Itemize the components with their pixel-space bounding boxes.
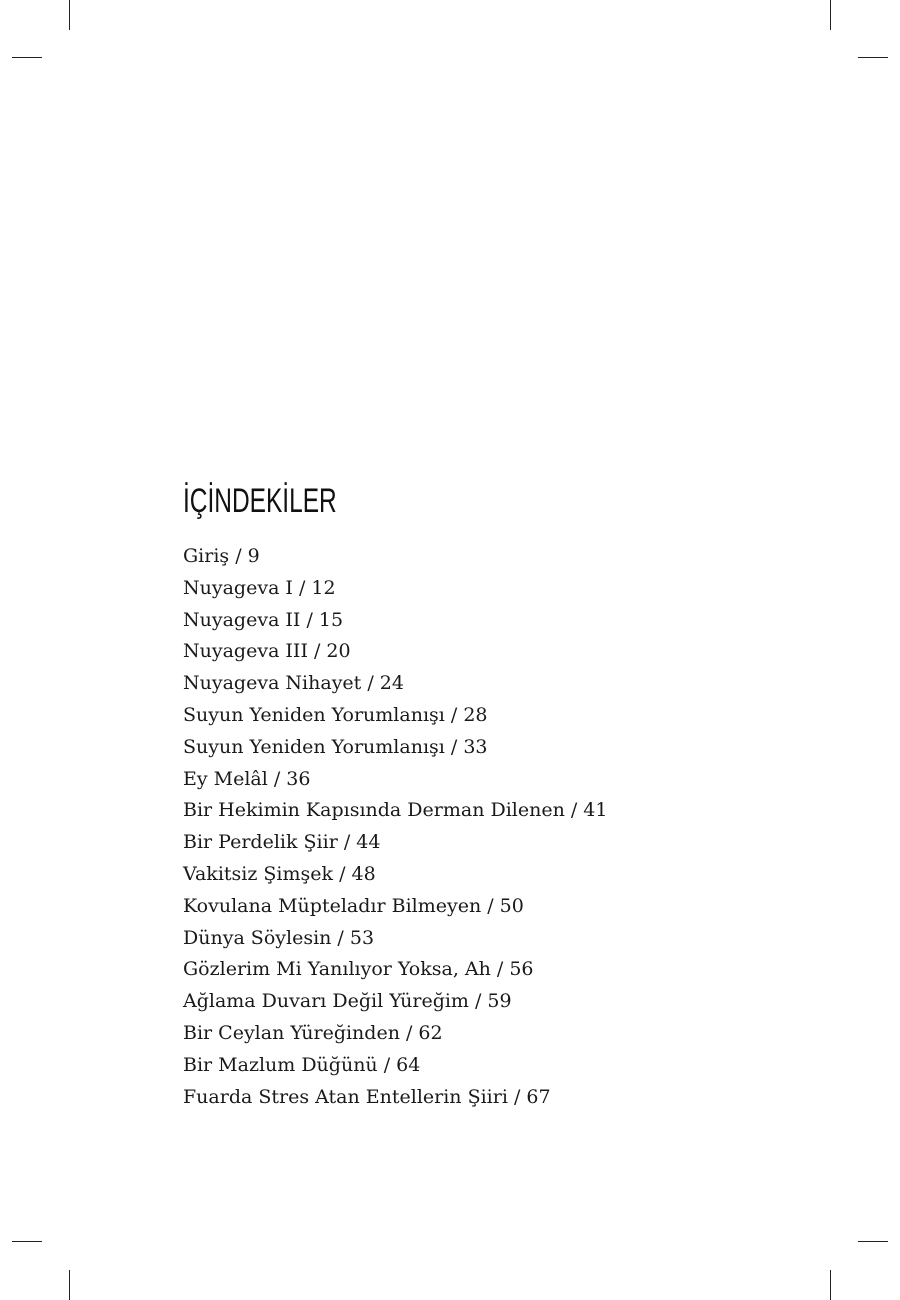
toc-entry: Bir Mazlum Düğünü / 64	[183, 1053, 421, 1076]
toc-entry: Nuyageva II / 15	[183, 608, 344, 631]
toc-entry: Gözlerim Mi Yanılıyor Yoksa, Ah / 56	[183, 958, 534, 981]
toc-entry: Vakitsiz Şimşek / 48	[183, 862, 376, 885]
toc-entry: Kovulana Müpteladır Bilmeyen / 50	[183, 894, 524, 917]
toc-entry: Bir Ceylan Yüreğinden / 62	[183, 1021, 443, 1044]
crop-mark-top-left-vertical	[69, 0, 70, 30]
crop-mark-bottom-left-horizontal	[12, 1241, 42, 1242]
toc-list	[183, 541, 783, 1113]
crop-mark-top-right-horizontal	[858, 57, 888, 58]
crop-mark-bottom-left-vertical	[69, 1270, 70, 1300]
toc-entry: Ey Melâl / 36	[183, 767, 311, 790]
toc-entry: Fuarda Stres Atan Entellerin Şiiri / 67	[183, 1085, 551, 1108]
crop-mark-bottom-right-vertical	[830, 1270, 831, 1300]
crop-mark-top-left-horizontal	[12, 57, 42, 58]
toc-title: İÇİNDEKİLER	[183, 482, 337, 520]
crop-mark-bottom-right-horizontal	[858, 1241, 888, 1242]
crop-mark-top-right-vertical	[830, 0, 831, 30]
toc-entry: Nuyageva III / 20	[183, 640, 351, 663]
toc-entry: Nuyageva Nihayet / 24	[183, 672, 404, 695]
toc-entry: Suyun Yeniden Yorumlanışı / 28	[183, 703, 488, 726]
toc-entry: Bir Perdelik Şiir / 44	[183, 831, 381, 854]
toc-entry: Bir Hekimin Kapısında Derman Dilenen / 41	[183, 799, 608, 822]
table-of-contents	[183, 482, 783, 1113]
toc-entry: Nuyageva I / 12	[183, 576, 336, 599]
toc-entry: Giriş / 9	[183, 545, 260, 567]
toc-entry: Ağlama Duvarı Değil Yüreğim / 59	[183, 990, 512, 1013]
toc-entry: Dünya Söylesin / 53	[183, 926, 375, 949]
toc-entry: Suyun Yeniden Yorumlanışı / 33	[183, 735, 488, 758]
